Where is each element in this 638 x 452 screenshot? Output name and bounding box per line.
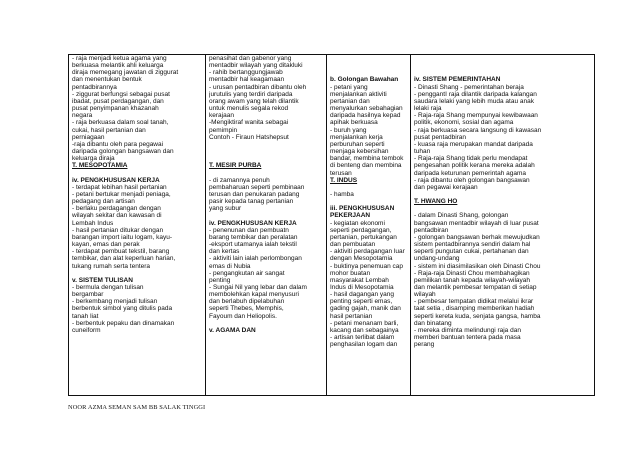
text-line: tanah liat <box>72 312 99 320</box>
text-line <box>209 141 323 148</box>
text-line: gading gajah, manik dan <box>330 305 401 313</box>
text-line <box>72 270 202 277</box>
text-line: perniagaan <box>72 133 105 141</box>
text-line: apihak berkuasa <box>330 119 378 127</box>
text-line: kayan, emas dan perak <box>72 241 140 249</box>
text-line: membolehkan kapal menyusuri <box>209 291 299 299</box>
section-heading: iv. PENGKHUSUSAN KERJA <box>209 219 297 227</box>
text-line: mentadbir hal keagamaan <box>209 76 285 84</box>
text-line: pertanian dan <box>330 97 370 105</box>
text-line: - kegiatan ekonomi <box>330 219 385 227</box>
text-line: - Sungai Nil yang lebar dan dalam <box>209 284 307 291</box>
text-line: cuneiform <box>72 326 101 334</box>
text-line: perburuhan seperti <box>330 140 385 148</box>
text-line: - aktiviti perdagangan luar <box>330 248 405 256</box>
text-line: dan pegawai kerajaan <box>414 183 478 191</box>
text-line <box>209 320 323 327</box>
text-line: -raja dibantu oleh para pegawai <box>72 140 164 148</box>
text-line: - Raja-raja Shang mempunyai kewibawaan <box>414 112 538 120</box>
text-line: - Raja-raja Dinasti Chou membahagikan <box>414 269 530 277</box>
text-line: menjaga kebersihan <box>330 148 389 156</box>
text-line: - mereka diminta melindungi raja dan <box>414 326 521 334</box>
text-line <box>414 69 591 76</box>
text-line: keluarga diraja <box>72 155 115 163</box>
text-line: wilayah sekitar dan kawasan di <box>72 212 162 220</box>
text-line: saudara lelaki yang lebih muda atau anak <box>414 97 534 105</box>
text-line: di benteng dan membina <box>330 162 402 170</box>
section-heading: iv. PENGKHUSUSAN KERJA <box>72 176 160 184</box>
section-heading: T. MESIR PURBA <box>209 162 262 170</box>
text-line: pasir kepada tanag pertanian <box>209 198 294 206</box>
text-line: hasil pertanian <box>330 312 373 320</box>
text-line: terusan <box>330 169 352 177</box>
text-line: pemimpin <box>209 126 238 134</box>
text-line: penting <box>209 276 231 284</box>
text-line <box>414 55 591 62</box>
text-line: menjalankan aktiviti <box>330 90 387 98</box>
text-line: bangsawan mentadbir wilayah di luar pusat <box>414 219 539 227</box>
text-line: menjalankan kerja <box>330 133 383 141</box>
text-line: tembikar, dan alat keperluan harian, <box>72 255 176 263</box>
text-line: pengesahan politik kerana mereka adalah <box>414 162 535 170</box>
text-line: - buruh yang <box>330 126 367 134</box>
section-heading: v. SISTEM TULISAN <box>72 276 133 284</box>
text-line: -eksport utamanya ialah tekstil <box>209 241 297 249</box>
text-line: politik, ekonomi, sosial dan agama <box>414 119 514 127</box>
text-line: kacang dan sebagainya <box>330 326 399 334</box>
column-hwang-ho <box>411 55 595 396</box>
text-line: cukai, hasil pertanian dan <box>72 126 146 134</box>
text-line: - petani bertukar menjadi peniaga, <box>72 190 171 198</box>
text-line: - Raja-raja Shang tidak perlu mendapat <box>414 155 528 163</box>
text-line: - berlaku perdagangan dengan <box>72 205 161 213</box>
section-heading: iii. PENGKHUSUSAN <box>330 205 395 213</box>
text-line: diraja memegang jawatan di ziggurat <box>72 69 179 77</box>
text-line: dan kertas <box>209 248 240 256</box>
text-line <box>209 212 323 219</box>
text-line: - raja dibantu oleh golongan bangsawan <box>414 176 530 184</box>
text-line: orang awam yang telah dilantik <box>209 97 299 105</box>
text-line: - petani yang <box>330 83 368 91</box>
text-line: seperti pungutan cukai, pertahanan dan <box>414 248 529 256</box>
text-line: Contoh - Firaun Hatshepsut <box>209 133 289 141</box>
text-line: - pengangkutan air sangat <box>209 269 285 277</box>
column-mesopotamia <box>69 55 206 396</box>
text-line: - ziggurat berfungsi sebagai pusat <box>72 90 170 98</box>
text-line: - penggantI raja dilantik daripada kalangan <box>414 90 537 98</box>
text-line: pedagang dan artisan <box>72 198 135 206</box>
section-heading: T. HWANG HO <box>414 198 458 206</box>
text-line: wilayah <box>414 291 436 299</box>
text-line: bergambar <box>72 291 104 299</box>
text-line: dan binatang <box>414 319 452 327</box>
text-line <box>414 191 591 198</box>
text-line: - artisan terlibat dalam <box>330 334 395 342</box>
section-heading: T. INDUS <box>330 176 358 184</box>
section-heading: b. Golongan Bawahan <box>330 76 399 84</box>
text-line: penghasilan logam dan <box>330 341 398 349</box>
text-line: - terdapat lebihan hasil pertanian <box>72 183 167 191</box>
text-line: ibadat, pusat perdagangan, dan <box>72 97 164 105</box>
text-line: pusat penyimpanan khazanah <box>72 105 159 113</box>
text-line: - sistem ini diasimilasikan oleh Dinasti Chou <box>414 262 541 270</box>
text-line: - berbentuk pepaku dan dinamakan <box>72 319 175 327</box>
text-line <box>330 55 407 62</box>
text-line: - pembesar tempatan didikat melalui ikrar <box>414 298 534 306</box>
text-line: yang subur <box>209 205 242 213</box>
text-line <box>209 148 323 155</box>
text-line: Indus di Mesopotamia <box>330 284 394 291</box>
text-line: Lembah Indus <box>72 219 114 227</box>
text-line: daripada golongan bangsawan dan <box>72 148 174 156</box>
text-line: - rahib bertanggungjawab <box>209 69 283 77</box>
text-line: perang <box>414 341 435 349</box>
text-line: kerajaan <box>209 112 234 120</box>
text-line: dengan Mesopotamia <box>330 255 393 263</box>
text-line: penting seperti emas, <box>330 298 393 306</box>
text-line: masyarakat Lembah <box>330 276 389 284</box>
text-line: terusan dan penukaran padang <box>209 190 300 198</box>
text-line <box>414 62 591 69</box>
table-row <box>69 55 595 396</box>
text-line: - kuasa raja merupakan mandat daripada <box>414 140 533 148</box>
text-line: memberi bantuan tentera pada masa <box>414 334 521 342</box>
text-line: - hasil pertanian ditukar dengan <box>72 226 164 234</box>
text-line: - urusan pentadbiran dibantu oleh <box>209 83 307 91</box>
text-line: mohor buatan <box>330 269 371 277</box>
text-line: - petani menanam barli, <box>330 319 399 327</box>
text-line: - aktiviti lain ialah perlombongan <box>209 255 302 263</box>
text-line: berbentuk simbol yang ditulis pada <box>72 305 173 313</box>
column-mesir-purba <box>206 55 327 396</box>
text-line: Fayoum dan Heliopolis. <box>209 312 277 320</box>
text-line <box>414 205 591 212</box>
text-line: seperti kereta kuda, senjata gangsa, hamba <box>414 312 541 320</box>
text-line: menyalurkan sebahagian <box>330 105 403 113</box>
text-line: - bermula dengan tulisan <box>72 284 144 291</box>
text-line: - raja menjadi ketua agama yang <box>72 55 167 62</box>
section-heading: iv. SISTEM PEMERINTAHAN <box>414 76 501 84</box>
text-line: penasihat dan gabenor yang <box>209 55 292 62</box>
text-line: daripada hasilnya kepad <box>330 112 401 120</box>
text-line: pentadbirannya <box>72 83 117 91</box>
text-line: berkuasa melantik ahli keluarga <box>72 62 164 70</box>
text-line: - hasil dagangan yang <box>330 291 394 299</box>
text-line: - raja berkuasa secara langsung di kawasan <box>414 126 542 134</box>
text-line: pentadbiran <box>414 226 449 234</box>
text-line: barang tembikar dan peralatan <box>209 233 298 241</box>
text-line: tuhan <box>414 148 431 156</box>
section-heading: v. AGAMA DAN <box>209 326 256 334</box>
text-line: pertanian, pertukangan <box>330 233 397 241</box>
text-line: lelaki raja <box>414 105 442 113</box>
text-line <box>330 62 407 69</box>
text-line: - di zamannya penuh <box>209 176 270 184</box>
text-line: dan melantik pembesar tempatan di setiap <box>414 284 537 291</box>
text-line <box>209 155 323 162</box>
text-line: - Dinasti Shang - pemerintahan beraja <box>414 83 524 91</box>
text-line <box>330 198 407 205</box>
text-line: -Mengiktiraf wanita sebagai <box>209 119 289 127</box>
text-line: - berkembang menjadi tulisan <box>72 298 158 306</box>
text-line: barangan import iaitu logam, kayu- <box>72 233 173 241</box>
text-line: sistem pentadbirannya sendiri dalam hal <box>414 241 531 249</box>
section-heading: T. MESOPOTAMIA <box>72 162 128 170</box>
text-line <box>72 170 202 177</box>
text-line: - buktinya penemuan cap <box>330 262 403 270</box>
text-line: negara <box>72 112 93 120</box>
text-line: taat setia , disamping memberikan hadiah <box>414 305 535 313</box>
text-line: - dalam Dinasti Shang, golongan <box>414 212 509 220</box>
text-line: - hamba <box>330 190 354 198</box>
text-line: daripada keturunan pemerintah agama <box>414 169 527 177</box>
text-line: bandar, membina tembok <box>330 155 404 163</box>
text-line: untuk menulis segala rekod <box>209 105 289 113</box>
text-line <box>330 184 407 191</box>
text-line: seperti Thebes, Memphis, <box>209 305 284 313</box>
text-line: pembaharuan seperti pembinaan <box>209 183 305 191</box>
text-line: - penenunan dan pembuatn <box>209 226 289 234</box>
text-line: - terdapat pembuat tekstil, barang <box>72 248 170 256</box>
notes-table <box>68 54 595 396</box>
text-line: tukang rumah serta tentera <box>72 262 151 270</box>
text-line: mentadbir wilayah yang ditakluki <box>209 62 303 70</box>
text-line: jurutulis yang terdiri daripada <box>209 90 293 98</box>
text-line: - raja berkuasa dalam soal tanah, <box>72 119 169 127</box>
text-line: pemilikan tanah kepada wilayah-wilayah <box>414 276 530 284</box>
text-line: pusat pentadbiran <box>414 133 467 141</box>
text-line: emas di Nubia <box>209 262 251 270</box>
section-heading: PEKERJAAN <box>330 212 371 220</box>
text-line: undang-undang <box>414 255 460 263</box>
column-indus <box>327 55 411 396</box>
text-line <box>209 170 323 177</box>
text-line: seperti perdagangan, <box>330 226 392 234</box>
text-line: dan berlabuh dipelabuhan <box>209 298 285 306</box>
text-line <box>330 69 407 76</box>
text-line: dan pembuatan <box>330 241 376 249</box>
page-footer: NOOR AZMA SEMAN SAM BB SALAK TINGGI <box>68 404 206 411</box>
text-line: - golongan bangsawan berhak mewujudkan <box>414 233 540 241</box>
text-line: dan menentukan bentuk <box>72 76 142 84</box>
